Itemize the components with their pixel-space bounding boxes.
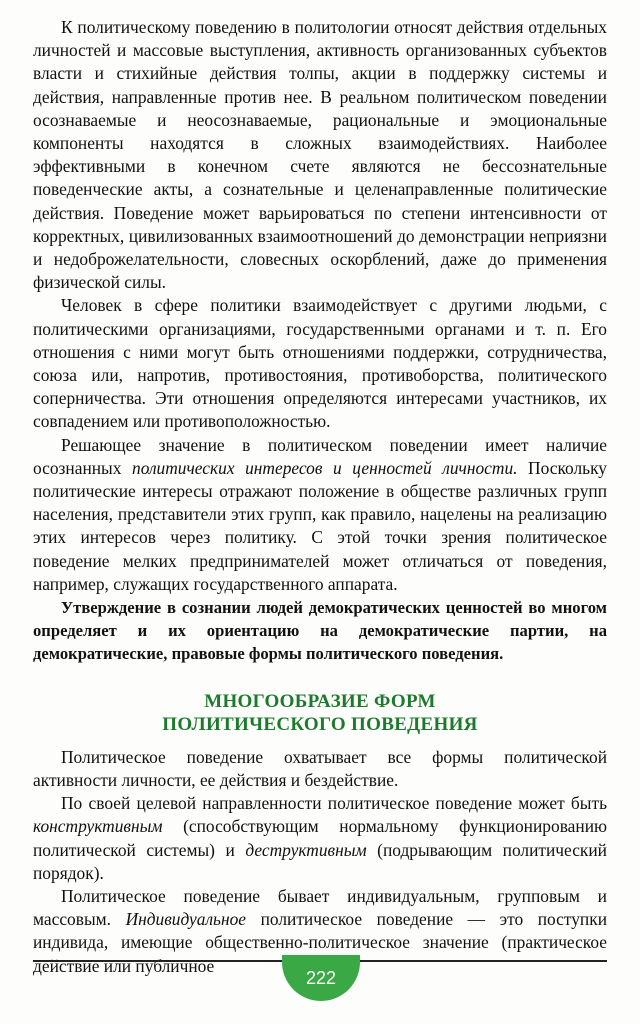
paragraph-6-text-e: (подрывающим политический порядок).: [33, 839, 607, 883]
section-heading-line-1: МНОГООБРАЗИЕ ФОРМ: [204, 690, 436, 712]
paragraph-3-text-c: Поскольку политические интересы отражают положение в обществе различных групп населения, представители этих групп, как правило, нацелены на реализацию этих интересов через политику. С этой точки зрения политическое поведение мелких предпринимателей может отличаться от поведения, например, служащих государственного аппарата.: [33, 457, 608, 594]
paragraph-6-italic-constructive: конструктивным: [33, 816, 163, 837]
paragraph-5: Политическое поведение охватывает все формы политической активности личности, ее действия и бездействие.: [33, 746, 607, 790]
paragraph-6-italic-destructive: деструктивным: [245, 839, 367, 860]
paragraph-6-text-a: По своей целевой направленности политическое поведение может быть: [61, 793, 607, 814]
page-number-badge: [282, 955, 360, 1001]
paragraph-6: [33, 792, 607, 885]
paragraph-7-italic: Индивидуальное: [125, 909, 247, 930]
page-content: [33, 16, 607, 978]
section-heading: [33, 690, 607, 736]
paragraph-3: [33, 434, 607, 596]
paragraph-1: К политическому поведению в политологии относят действия отдельных личностей и массовые выступления, активность организованных субъектов власти и стихийные действия толпы, акции в поддержку системы и действия, направленные против нее. В реальном политическом поведении осознаваемые и неосознаваемые, рациональные и эмоциональные компоненты находятся в сложных взаимодействиях. Наиболее эффективными в конечном счете являются не бессознательные поведенческие акты, а сознательные и целенаправленные политические действия. Поведение может варьироваться по степени интенсивности от корректных, цивилизованных взаимоотношений до демонстрации неприязни и недоброжелательности, словесных оскорблений, даже до применения физической силы.: [33, 17, 607, 293]
paragraph-3-text-a: Решающее значение в политическом поведении имеет наличие осознанных: [33, 434, 607, 478]
paragraph-7-text-c: политическое поведение — это поступки индивида, имеющие общественно-политическое значение (практическое действие или публичное: [33, 909, 607, 976]
paragraph-6-text-c: (способствующим нормальному функционированию политической системы) и: [33, 816, 607, 860]
paragraph-7-text-a: Политическое поведение бывает индивидуальным, групповым и массовым.: [33, 885, 607, 930]
paragraph-4-bold: Утверждение в сознании людей демократических ценностей во многом определяет и их ориентацию на демократические партии, на демократические, правовые формы политического поведения.: [33, 598, 607, 664]
page-number: 222: [305, 967, 337, 988]
paragraph-2: Человек в сфере политики взаимодействует с другими людьми, с политическими организациями, государственными органами и т. п. Его отношения с ними могут быть отношениями поддержки, сотрудничества, союза или, напротив, противостояния, противоборства, политического соперничества. Эти отношения определяются интересами участников, их совпадением или противоположностью.: [33, 295, 607, 432]
paragraph-3-italic: политических интересов и ценностей личности.: [132, 457, 518, 478]
section-heading-line-2: ПОЛИТИЧЕСКОГО ПОВЕДЕНИЯ: [162, 713, 478, 735]
